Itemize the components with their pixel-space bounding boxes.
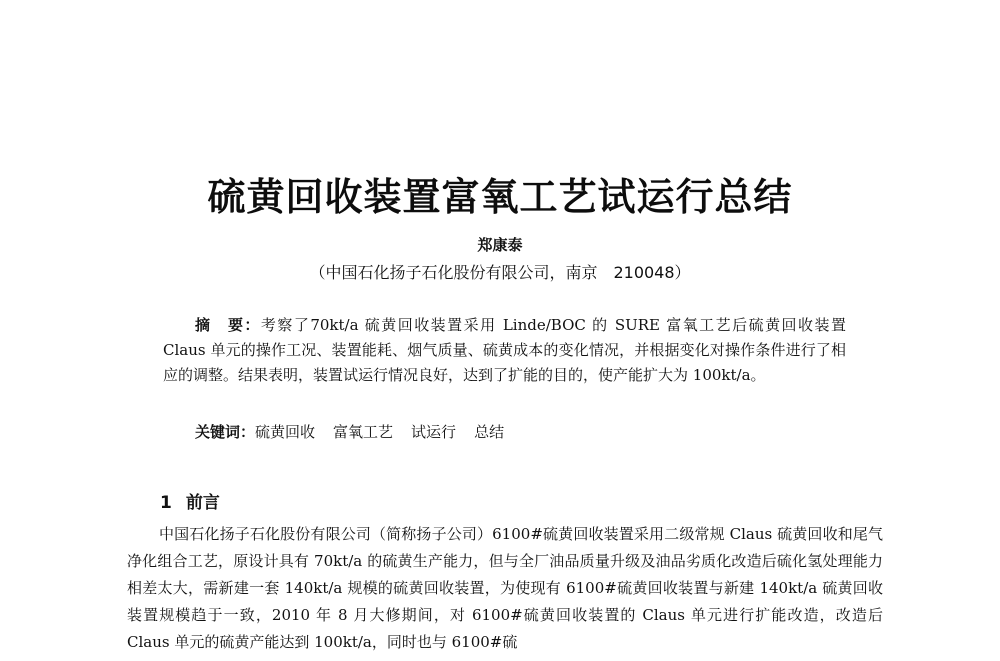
section-heading	[160, 488, 220, 513]
keywords	[163, 420, 846, 445]
keyword: 试运行	[411, 423, 457, 441]
paragraph: 中国石化扬子石化股份有限公司（简称扬子公司）6100#硫黄回收装置采用二级常规 Claus 硫黄回收和尾气净化组合工艺，原设计具有 70kt/a 的硫黄生产能力，但与全厂油品质量升级及油品劣质化改造后硫化氢处理能力相差太大，需新建一套 140kt/a 规模的硫黄回收装置，为使现有 6100#硫黄回收装置与新建 140kt/a 硫黄回收装置规模趋于一致，2010 年 8 月大修期间，对 6100#硫黄回收装置的 Claus 单元进行扩能改造，改造后 Claus 单元的硫黄产能达到 100kt/a，同时也与 6100#硫	[127, 525, 883, 651]
keywords-label: 关键词：	[195, 423, 256, 441]
author-name: 郑康泰	[477, 236, 523, 254]
keyword: 硫黄回收	[255, 423, 316, 441]
keyword: 富氧工艺	[333, 423, 394, 441]
body-text	[127, 521, 883, 656]
author-affiliation: （中国石化扬子石化股份有限公司，南京 210048）	[309, 263, 691, 282]
abstract-text: 考察了70kt/a 硫黄回收装置采用 Linde/BOC 的 SURE 富氧工艺后硫黄回收装置 Claus 单元的操作工况、装置能耗、烟气质量、硫黄成本的变化情况，并根据变化对操作条件进行了相应的调整。结果表明，装置试运行情况良好，达到了扩能的目的，使产能扩大为 100kt/a。	[163, 316, 846, 384]
abstract-label: 摘 要：	[195, 316, 261, 334]
abstract	[163, 313, 846, 388]
keyword: 总结	[474, 423, 505, 441]
paper-title: 硫黄回收装置富氧工艺试运行总结	[207, 175, 793, 219]
section-title: 前言	[185, 493, 220, 513]
section-number: 1	[160, 493, 172, 513]
